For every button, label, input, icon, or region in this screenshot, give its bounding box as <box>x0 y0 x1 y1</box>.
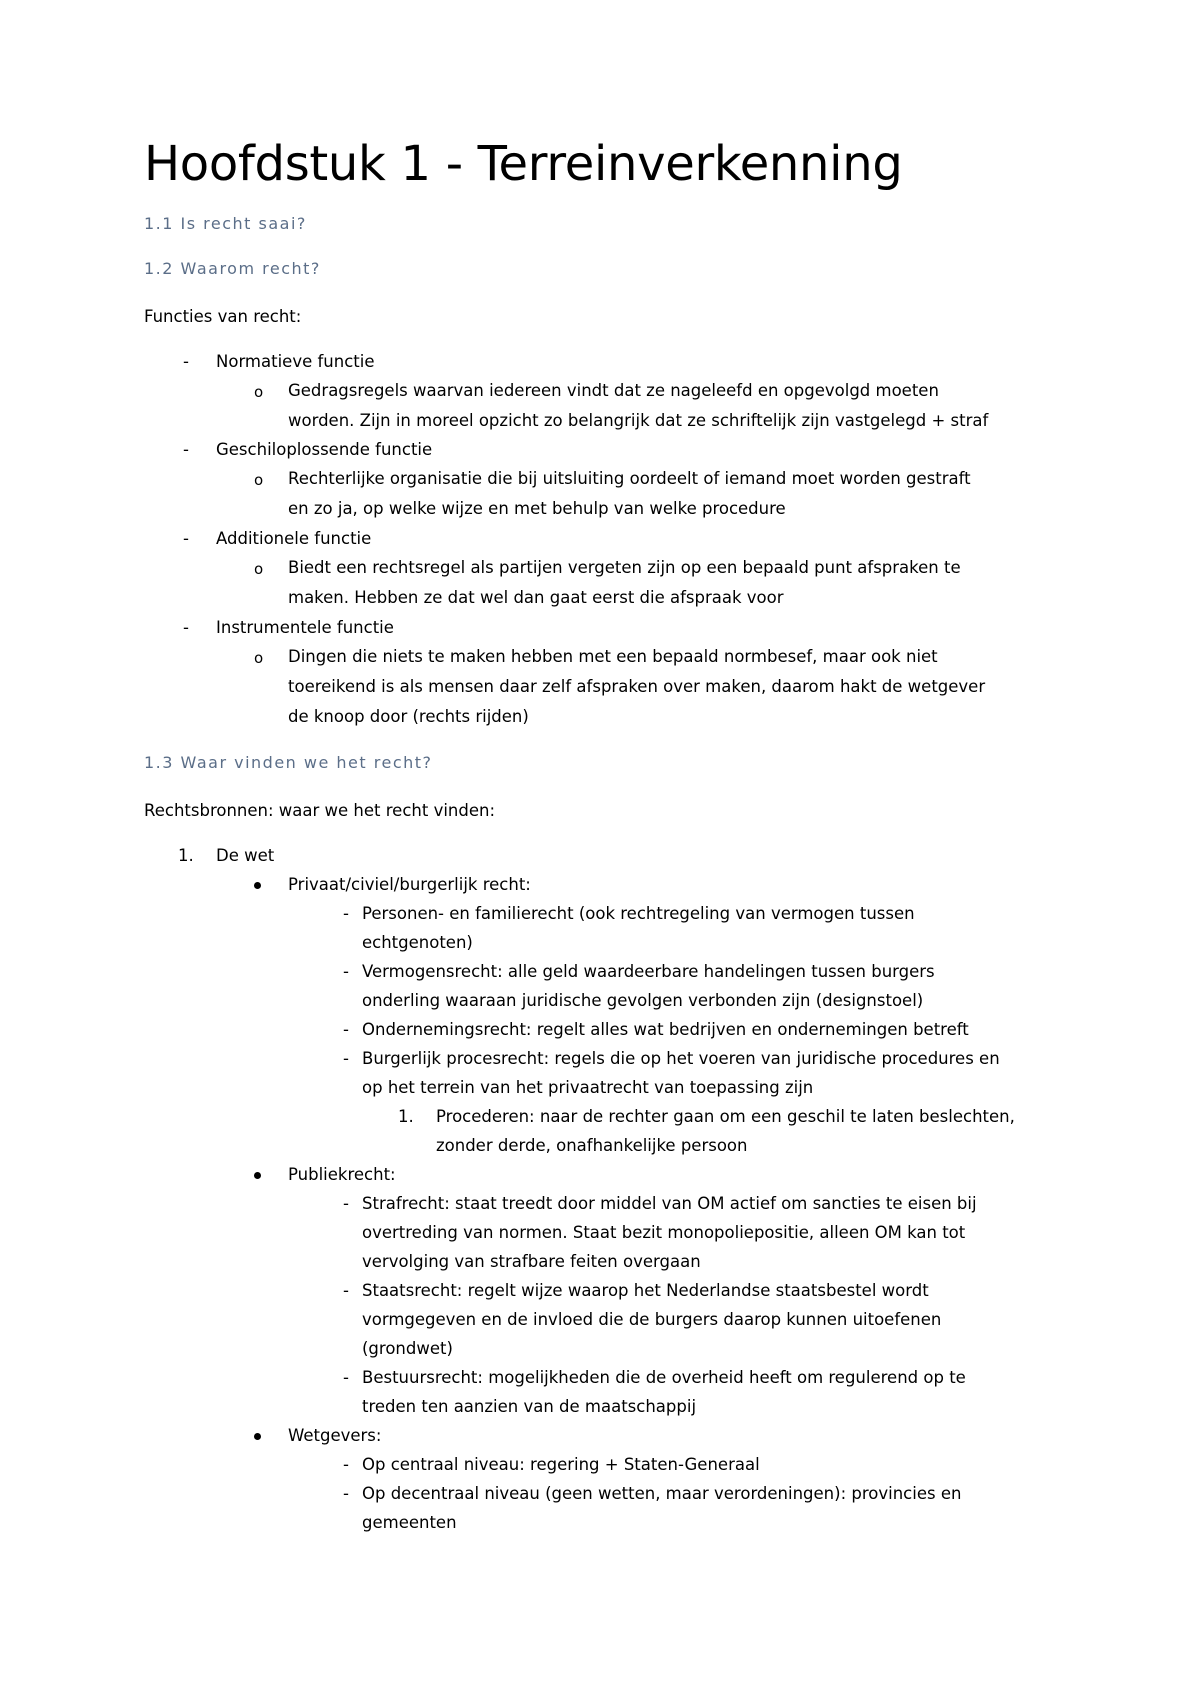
publiek-label: Publiekrecht: <box>288 1165 396 1184</box>
wetgevers-label: Wetgevers: <box>288 1426 382 1445</box>
functie-desc-line: Gedragsregels waarvan iedereen vindt dat ze nageleefd en opgevolgd moeten <box>288 381 939 400</box>
circle-bullet-icon: o <box>254 383 264 401</box>
circle-bullet-icon: o <box>254 649 264 667</box>
functie-desc-line: Rechterlijke organisatie die bij uitsluiting oordeelt of iemand moet worden gestraft <box>288 469 971 488</box>
functies-intro: Functies van recht: <box>144 307 302 326</box>
dash-marker: - <box>343 904 349 923</box>
functie-name: Normatieve functie <box>216 352 375 371</box>
list-number: 1. <box>178 846 194 865</box>
bullet-icon <box>254 882 261 889</box>
privaat-item-line: onderling waaraan juridische gevolgen verbonden zijn (designstoel) <box>362 991 924 1010</box>
functie-desc-line: en zo ja, op welke wijze en met behulp van welke procedure <box>288 499 786 518</box>
privaat-item-line: op het terrein van het privaatrecht van toepassing zijn <box>362 1078 814 1097</box>
dash-marker: - <box>343 1020 349 1039</box>
publiek-item-line: Staatsrecht: regelt wijze waarop het Nederlandse staatsbestel wordt <box>362 1281 929 1300</box>
functie-desc-line: maken. Hebben ze dat wel dan gaat eerst die afspraak voor <box>288 588 784 607</box>
heading-1-2: 1.2 Waarom recht? <box>144 259 321 278</box>
list-number: 1. <box>398 1107 414 1126</box>
dash-marker: - <box>183 618 189 637</box>
privaat-item-line: Personen- en familierecht (ook rechtregeling van vermogen tussen <box>362 904 915 923</box>
procederen-line: zonder derde, onafhankelijke persoon <box>436 1136 748 1155</box>
wetgevers-item-line: Op centraal niveau: regering + Staten-Generaal <box>362 1455 760 1474</box>
heading-1-3: 1.3 Waar vinden we het recht? <box>144 753 433 772</box>
dash-marker: - <box>183 529 189 548</box>
circle-bullet-icon: o <box>254 471 264 489</box>
dash-marker: - <box>343 962 349 981</box>
heading-1-1: 1.1 Is recht saai? <box>144 214 307 233</box>
publiek-item-line: Strafrecht: staat treedt door middel van OM actief om sancties te eisen bij <box>362 1194 977 1213</box>
publiek-item-line: vervolging van strafbare feiten overgaan <box>362 1252 701 1271</box>
dash-marker: - <box>343 1455 349 1474</box>
publiek-item-line: treden ten aanzien van de maatschappij <box>362 1397 697 1416</box>
wetgevers-item-line: Op decentraal niveau (geen wetten, maar verordeningen): provincies en <box>362 1484 962 1503</box>
dash-marker: - <box>343 1194 349 1213</box>
functie-desc-line: worden. Zijn in moreel opzicht zo belangrijk dat ze schriftelijk zijn vastgelegd + straf <box>288 411 989 430</box>
wet-label: De wet <box>216 846 275 865</box>
publiek-item-line: Bestuursrecht: mogelijkheden die de overheid heeft om regulerend op te <box>362 1368 966 1387</box>
functie-name: Additionele functie <box>216 529 372 548</box>
dash-marker: - <box>343 1049 349 1068</box>
bullet-icon <box>254 1172 261 1179</box>
dash-marker: - <box>343 1484 349 1503</box>
dash-marker: - <box>183 352 189 371</box>
publiek-item-line: overtreding van normen. Staat bezit monopoliepositie, alleen OM kan tot <box>362 1223 966 1242</box>
dash-marker: - <box>343 1281 349 1300</box>
functie-desc-line: toereikend is als mensen daar zelf afspraken over maken, daarom hakt de wetgever <box>288 677 986 696</box>
functie-name: Geschiloplossende functie <box>216 440 433 459</box>
privaat-label: Privaat/civiel/burgerlijk recht: <box>288 875 531 894</box>
bullet-icon <box>254 1433 261 1440</box>
privaat-item-line: Burgerlijk procesrecht: regels die op het voeren van juridische procedures en <box>362 1049 1000 1068</box>
dash-marker: - <box>183 440 189 459</box>
page-title: Hoofdstuk 1 - Terreinverkenning <box>144 136 903 192</box>
dash-marker: - <box>343 1368 349 1387</box>
publiek-item-line: vormgegeven en de invloed die de burgers daarop kunnen uitoefenen <box>362 1310 942 1329</box>
publiek-item-line: (grondwet) <box>362 1339 453 1358</box>
functie-name: Instrumentele functie <box>216 618 394 637</box>
circle-bullet-icon: o <box>254 560 264 578</box>
bronnen-intro: Rechtsbronnen: waar we het recht vinden: <box>144 801 496 820</box>
privaat-item-line: echtgenoten) <box>362 933 473 952</box>
functie-desc-line: Biedt een rechtsregel als partijen vergeten zijn op een bepaald punt afspraken te <box>288 558 961 577</box>
procederen-line: Procederen: naar de rechter gaan om een geschil te laten beslechten, <box>436 1107 1015 1126</box>
privaat-item-line: Vermogensrecht: alle geld waardeerbare handelingen tussen burgers <box>362 962 935 981</box>
wetgevers-item-line: gemeenten <box>362 1513 457 1532</box>
functie-desc-line: de knoop door (rechts rijden) <box>288 707 529 726</box>
functie-desc-line: Dingen die niets te maken hebben met een bepaald normbesef, maar ook niet <box>288 647 938 666</box>
privaat-item-line: Ondernemingsrecht: regelt alles wat bedrijven en ondernemingen betreft <box>362 1020 969 1039</box>
